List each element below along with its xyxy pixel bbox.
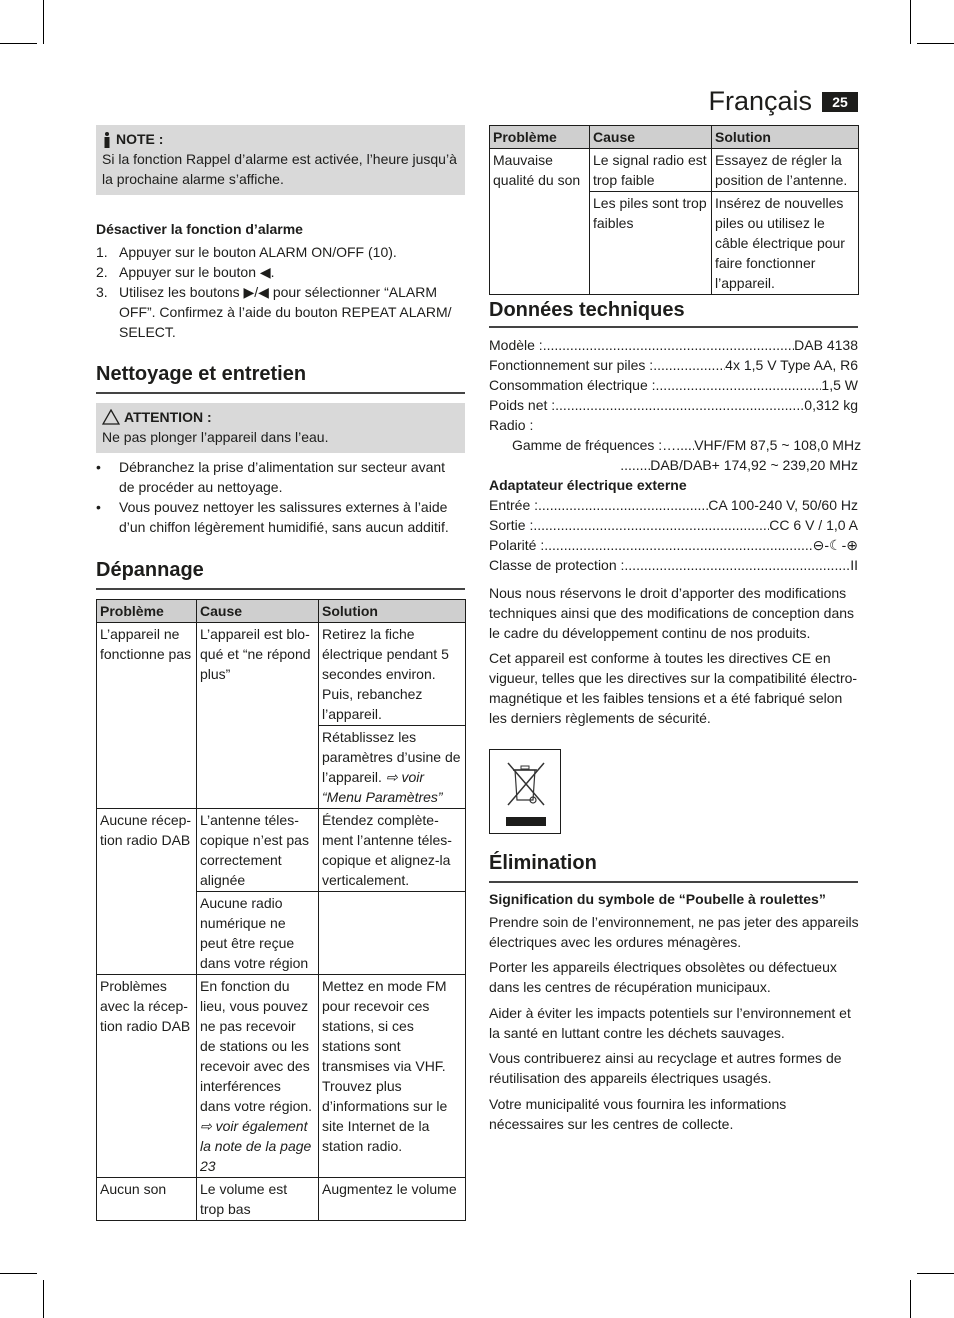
spec-row: Sortie : ..... CC 6 V / 1,0 A	[489, 515, 858, 535]
spec-row: Poids net : ..... 0,312 kg	[489, 395, 858, 415]
paragraph: Nous nous réservons le droit d’apporter des modifications techniques ainsi que des modifications de conception dans le cadre du développement continu de nos produits.	[489, 585, 855, 641]
adapter-title: Adaptateur électrique externe	[489, 477, 687, 493]
table-cell: Insérez de nouvelles piles ou utilisez le câble électrique pour faire fonctionner l’appareil.	[712, 192, 859, 295]
spec-row: ..... DAB/DAB+ 174,92 ~ 239,20 MHz	[489, 455, 858, 475]
deactivate-steps	[96, 242, 458, 342]
note-title: NOTE :	[116, 131, 164, 147]
table-header: Cause	[197, 600, 319, 623]
spec-row: Gamme de fréquences :… ..... VHF/FM 87,5 ~ 108,0 MHz	[489, 435, 858, 455]
troubleshooting-table-continued	[489, 125, 859, 295]
paragraph: Aider à éviter les impacts potentiels sur l’environnement et la santé en luttant contre les déchets sauvages.	[489, 1005, 851, 1041]
list-item: 3. Utilisez les boutons ▶/◀ pour sélectionner “ALARM OFF”. Confirmez à l’aide du bouton REPEAT ALARM/ SELECT.	[96, 284, 452, 340]
spec-row: Classe de protection : ..... II	[489, 555, 858, 575]
info-icon	[102, 132, 112, 146]
table-header: Solution	[712, 126, 859, 149]
polarity-symbol: ⊖-☾-⊕	[812, 537, 858, 553]
page-number: 25	[822, 92, 858, 112]
table-cell: Le volume est trop bas	[197, 1178, 319, 1221]
table-header: Cause	[590, 126, 712, 149]
table-cell: Aucune récep- tion radio DAB	[97, 809, 197, 975]
attention-title: ATTENTION :	[124, 409, 212, 425]
note-box	[96, 125, 465, 195]
troubleshooting-heading: Dépannage	[96, 559, 204, 581]
specs-heading: Données techniques	[489, 299, 685, 321]
crop-mark	[917, 43, 954, 44]
crop-mark	[0, 43, 37, 44]
crop-mark	[0, 1273, 37, 1274]
spec-row: Radio :	[489, 417, 534, 433]
table-cell: Rétablissez les paramètres d’usine de l’appareil. ⇨ voir “Menu Paramètres”	[319, 726, 466, 809]
spec-row: Consommation électrique : ..... 1,5 W	[489, 375, 858, 395]
spec-row: Polarité : ..... ⊖-☾-⊕	[489, 535, 858, 555]
troubleshooting-table	[96, 599, 466, 1221]
divider	[489, 881, 858, 883]
weee-bin-icon	[489, 749, 561, 834]
list-item: • Débranchez la prise d’alimentation sur secteur avant de procéder au nettoyage.	[96, 459, 446, 495]
table-cell: L’appareil ne fonctionne pas	[97, 623, 197, 809]
table-cell: Les piles sont trop faibles	[590, 192, 712, 295]
divider	[96, 588, 465, 590]
disposal-subtitle: Signification du symbole de “Poubelle à roulettes”	[489, 891, 826, 907]
paragraph: Porter les appareils électriques obsolètes ou défectueux dans les centres de récupération municipaux.	[489, 959, 837, 995]
table-cell: En fonction du lieu, vous pouvez ne pas recevoir de stations ou les recevoir avec des interférences dans votre région. ⇨ voir également la note de la page 23	[197, 975, 319, 1178]
table-cell: L’antenne téles- copique n’est pas correctement alignée	[197, 809, 319, 892]
crop-mark	[910, 0, 911, 44]
table-cell: L’appareil est blo- qué et “ne répond plus”	[197, 623, 319, 809]
cleaning-heading: Nettoyage et entretien	[96, 363, 307, 385]
crop-mark	[43, 1280, 44, 1318]
divider	[96, 392, 465, 394]
table-cell: Problèmes avec la récep- tion radio DAB	[97, 975, 197, 1178]
paragraph: Prendre soin de l’environnement, ne pas jeter des appareils électriques avec les ordures ménagères.	[489, 914, 859, 950]
arrow-icon: ⇨	[385, 769, 398, 785]
note-text: Si la fonction Rappel d’alarme est activée, l’heure jusqu’à la prochaine alarme s’affiche.	[102, 151, 457, 187]
list-item: 1. Appuyer sur le bouton ALARM ON/OFF (10).	[96, 244, 397, 260]
table-cell: Le signal radio est trop faible	[590, 149, 712, 192]
paragraph: Cet appareil est conforme à toutes les directives CE en vigueur, telles que les directives sur la compatibilité électro- magnétique et les faibles tensions et a été fabriqué selon les derniers règlements de sécurité.	[489, 650, 858, 726]
paragraph: Votre municipalité vous fournira les informations nécessaires sur les centres de collecte.	[489, 1096, 787, 1132]
table-cell: Aucune radio numérique ne peut être reçue dans votre région	[197, 892, 319, 975]
table-header: Solution	[319, 600, 466, 623]
table-cell: Mettez en mode FM pour recevoir ces stations, si ces stations sont transmises via VHF. Trouvez plus d’informations sur le site Internet de la station radio.	[319, 975, 466, 1178]
table-cell: Essayez de régler la position de l’antenne.	[712, 149, 859, 192]
deactivate-title: Désactiver la fonction d’alarme	[96, 221, 303, 237]
spec-row: Fonctionnement sur piles : ..... 4x 1,5 V Type AA, R6	[489, 355, 858, 375]
crop-mark	[43, 0, 44, 44]
page-language-title: Français	[708, 86, 812, 116]
warning-icon	[102, 409, 120, 425]
divider	[489, 326, 858, 328]
spec-row: Entrée : ..... CA 100-240 V, 50/60 Hz	[489, 495, 858, 515]
crop-mark	[917, 1273, 954, 1274]
cleaning-bullets	[96, 457, 462, 537]
table-header: Problème	[97, 600, 197, 623]
table-header: Problème	[490, 126, 590, 149]
table-cell: Mauvaise qualité du son	[490, 149, 590, 295]
table-cell: Aucun son	[97, 1178, 197, 1221]
table-cell: Étendez complète- ment l’antenne téles- copique et alignez-la verticalement.	[319, 809, 466, 892]
disposal-heading: Élimination	[489, 852, 597, 874]
arrow-icon: ⇨	[200, 1118, 212, 1134]
crop-mark	[910, 1280, 911, 1318]
table-cell	[319, 892, 466, 975]
specs-list	[489, 335, 862, 575]
spec-row: Modèle : ..... DAB 4138	[489, 335, 858, 355]
table-cell: Retirez la fiche électrique pendant 5 secondes environ. Puis, rebanchez l’appareil.	[319, 623, 466, 726]
attention-text: Ne pas plonger l’appareil dans l’eau.	[102, 429, 329, 445]
list-item: • Vous pouvez nettoyer les salissures externes à l’aide d’un chiffon légèrement humidifié, sans aucun additif.	[96, 499, 449, 535]
attention-box	[96, 403, 465, 453]
list-item: 2. Appuyer sur le bouton ◀.	[96, 264, 275, 280]
paragraph: Vous contribuerez ainsi au recyclage et autres formes de réutilisation des appareils électriques usagés.	[489, 1050, 842, 1086]
table-cell: Augmentez le volume	[319, 1178, 466, 1221]
